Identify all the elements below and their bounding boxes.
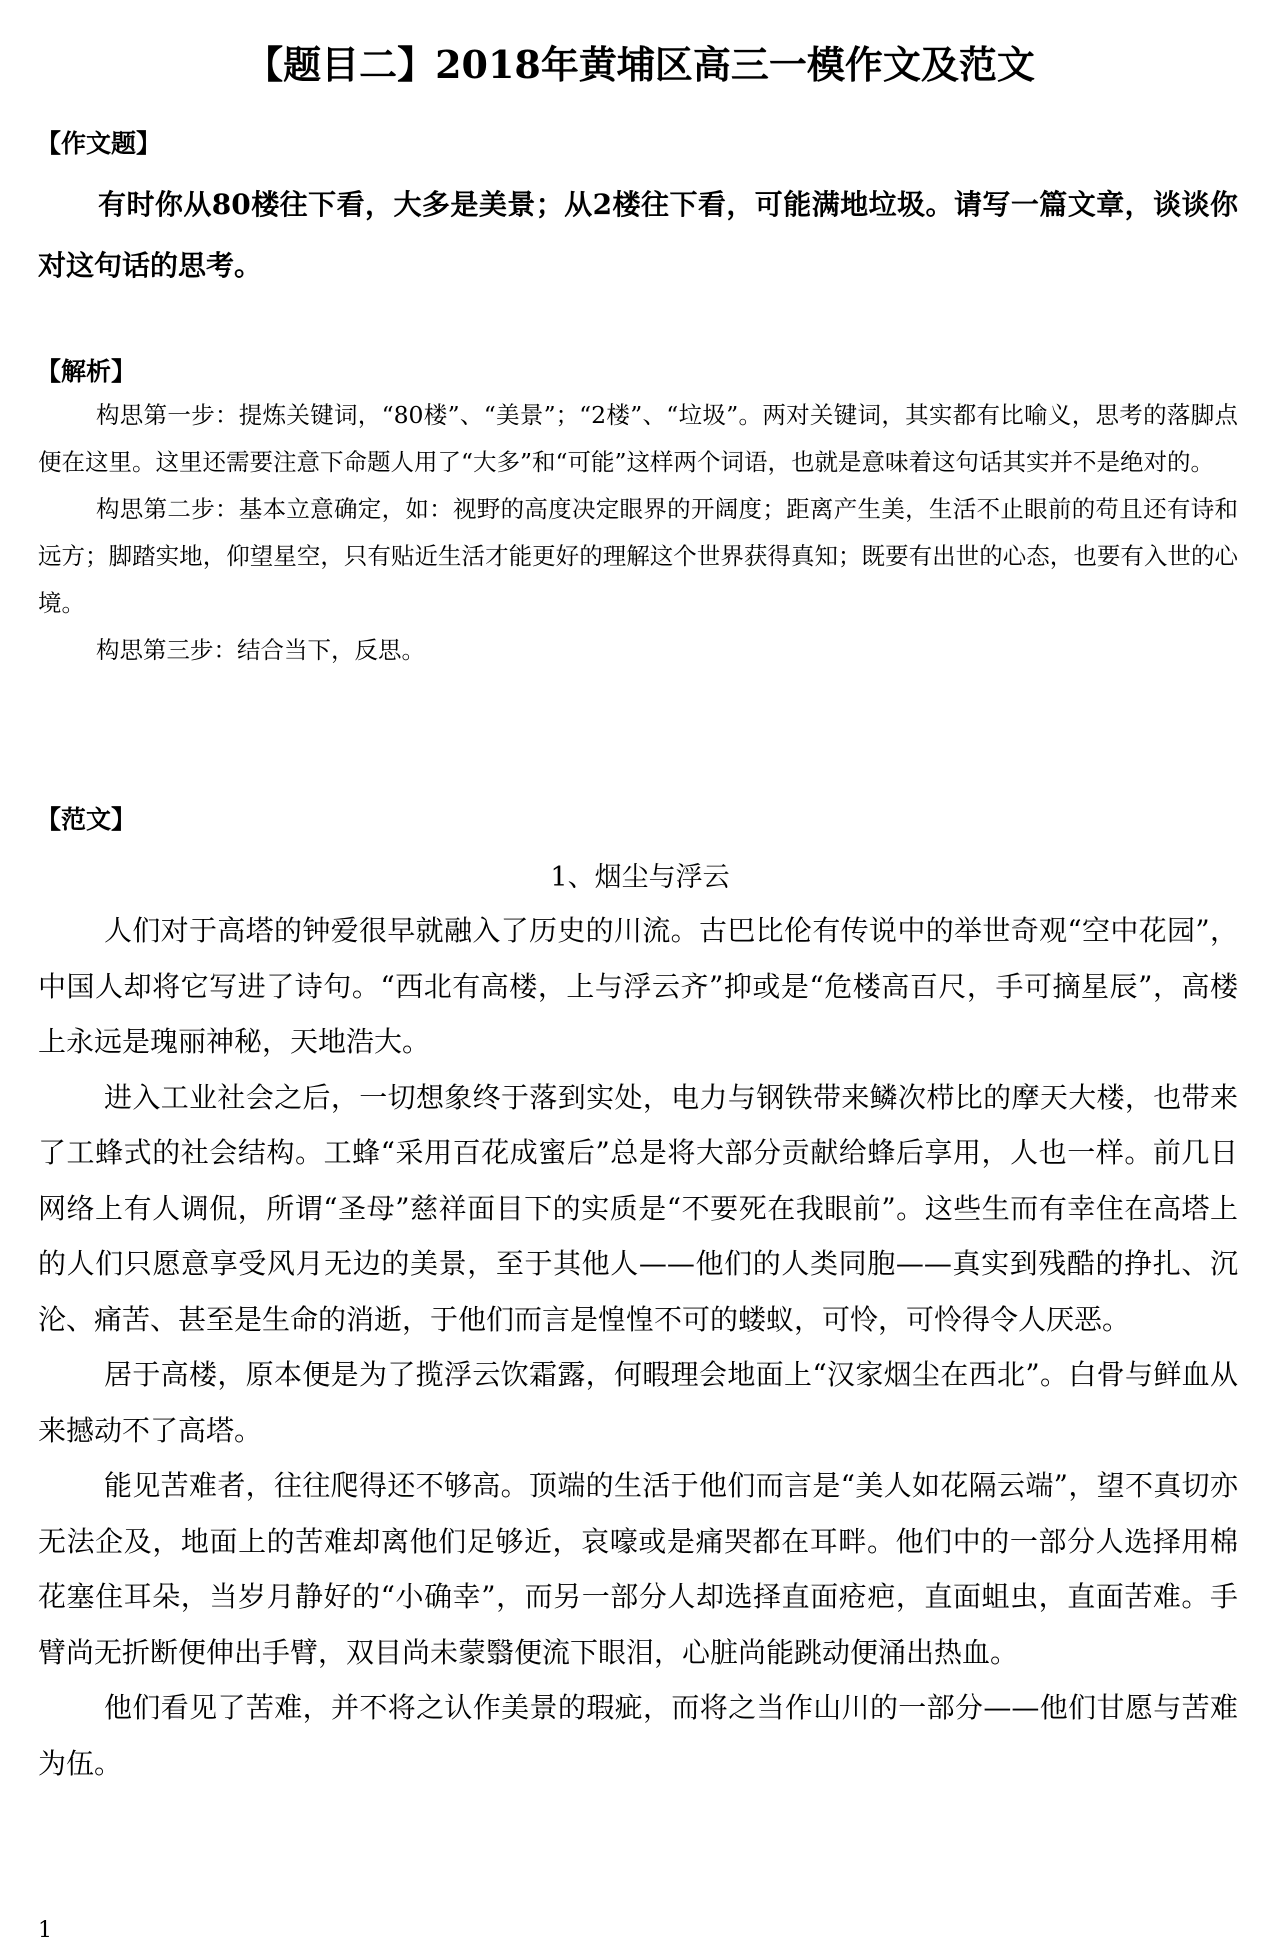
analysis-paragraph: 构思第二步：基本立意确定，如：视野的高度决定眼界的开阔度；距离产生美，生活不止眼前的苟且还有诗和远方；脚踏实地，仰望星空，只有贴近生活才能更好的理解这个世界获得真知；既要有出世的心态，也要有入世的心境。 [38, 495, 1238, 617]
essay-paragraph: 进入工业社会之后，一切想象终于落到实处，电力与钢铁带来鳞次栉比的摩天大楼，也带来了工蜂式的社会结构。工蜂“采用百花成蜜后”总是将大部分贡献给蜂后享用，人也一样。前几日网络上有人调侃，所谓“圣母”慈祥面目下的实质是“不要死在我眼前”。这些生而有幸住在高塔上的人们只愿意享受风月无边的美景，至于其他人——他们的人类同胞——真实到残酷的挣扎、沉沦、痛苦、甚至是生命的消逝，于他们而言是惶惶不可的蝼蚁，可怜，可怜得令人厌恶。 [38, 1080, 1238, 1336]
essay-title: 1、烟尘与浮云 [550, 862, 730, 893]
essay-body [38, 903, 1238, 1791]
analysis-heading: 【解析】 [36, 357, 137, 386]
essay-prompt: 有时你从80楼往下看，大多是美景；从2楼往下看，可能满地垃圾。请写一篇文章，谈谈你对这句话的思考。 [38, 188, 1238, 282]
essay-paragraph: 人们对于高塔的钟爱很早就融入了历史的川流。古巴比伦有传说中的举世奇观“空中花园”，中国人却将它写进了诗句。“西北有高楼，上与浮云齐”抑或是“危楼高百尺，手可摘星辰”，高楼上永远是瑰丽神秘，天地浩大。 [38, 914, 1238, 1058]
analysis-body [38, 392, 1238, 674]
analysis-paragraph: 构思第三步：结合当下，反思。 [96, 636, 425, 664]
essay-paragraph: 能见苦难者，往往爬得还不够高。顶端的生活于他们而言是“美人如花隔云端”，望不真切亦无法企及，地面上的苦难却离他们足够近，哀嚎或是痛哭都在耳畔。他们中的一部分人选择用棉花塞住耳朵，当岁月静好的“小确幸”，而另一部分人却选择直面疮疤，直面蛆虫，直面苦难。手臂尚无折断便伸出手臂，双目尚未蒙翳便流下眼泪，心脏尚能跳动便涌出热血。 [38, 1469, 1238, 1669]
document-title: 【题目二】2018年黄埔区高三一模作文及范文 [245, 42, 1035, 87]
sample-heading: 【范文】 [36, 805, 137, 834]
essay-paragraph: 居于高楼，原本便是为了揽浮云饮霜露，何暇理会地面上“汉家烟尘在西北”。白骨与鲜血从来撼动不了高塔。 [38, 1358, 1238, 1447]
prompt-heading: 【作文题】 [36, 129, 162, 158]
page-number: 1 [38, 1918, 52, 1943]
essay-paragraph: 他们看见了苦难，并不将之认作美景的瑕疵，而将之当作山川的一部分——他们甘愿与苦难为伍。 [38, 1691, 1238, 1780]
analysis-paragraph: 构思第一步：提炼关键词，“80楼”、“美景”；“2楼”、“垃圾”。两对关键词，其实都有比喻义，思考的落脚点便在这里。这里还需要注意下命题人用了“大多”和“可能”这样两个词语，也就是意味着这句话其实并不是绝对的。 [38, 401, 1238, 476]
